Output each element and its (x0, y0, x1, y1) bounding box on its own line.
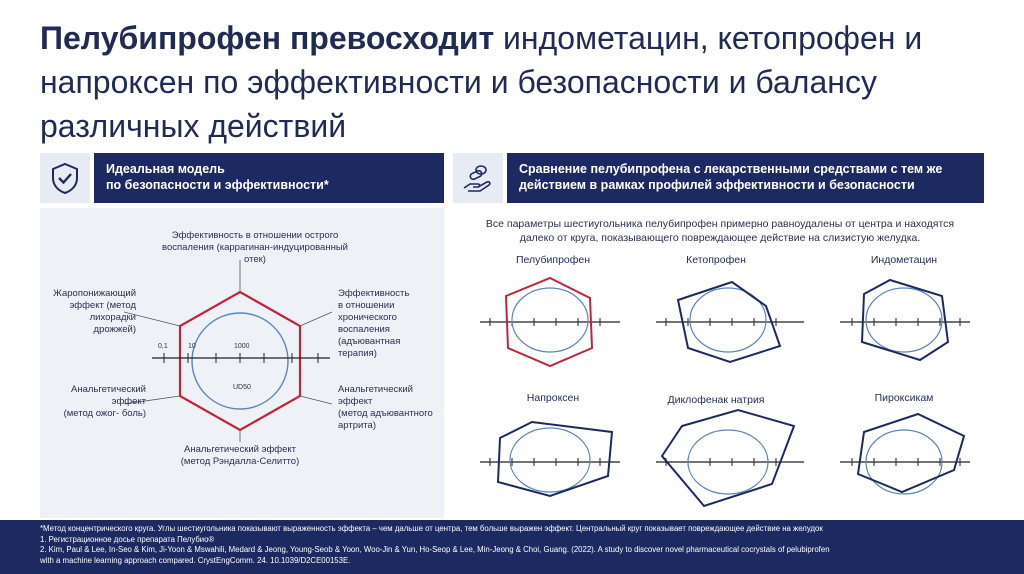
label-analgesic-randall: Анальгетический эффект (метод Рэндалла-Селитто) (180, 444, 300, 467)
label-chronic-inflammation: Эффективность в отношении хронического воспаления (адъювантная терапия) (338, 288, 410, 359)
title-rest: индометацин, кетопрофен и напроксен по эффективности и безопасности и балансу различных действий (40, 20, 923, 144)
label-analgesic-arthritis: Анальгетический эффект (метод адъювантного артрита) (338, 384, 433, 431)
shield-check-icon (40, 153, 90, 203)
diagram-diclofenac (656, 410, 804, 506)
page-title (40, 16, 1000, 148)
axis-center-label: UD50 (233, 384, 251, 391)
label-antipyretic: Жаропонижающий эффект (метод лихорадки дрожжей) (53, 288, 136, 335)
footer-line: with a machine learning approach compared. CrystEngComm. 24. 10.1039/D2CE00153E. (40, 555, 351, 565)
title-bold: Пелубипрофен превосходит (40, 20, 495, 56)
diagram-pelubiprofen (480, 278, 620, 366)
footer-references (0, 520, 1024, 574)
ideal-model-diagram (40, 208, 444, 518)
drug-comparison-diagrams (470, 270, 980, 520)
drug-label-indometacin: Индометацин (870, 254, 938, 266)
diagram-ketoprofen (656, 282, 804, 362)
left-panel-title (94, 153, 444, 203)
label-acute-inflammation: Эффективность в отношении острого воспаления (каррагинан-индуцированный отек) (162, 230, 348, 265)
hand-pills-icon (453, 153, 503, 203)
right-header-line-1: Сравнение пелубипрофена с лекарственными средствами с тем же (519, 162, 943, 176)
diagram-indometacin (840, 280, 970, 360)
drug-label-piroxicam: Пироксикам (874, 392, 934, 404)
axis-tick-label-2: 10 (188, 343, 196, 350)
drug-label-pelubiprofen: Пелубипрофен (515, 254, 591, 266)
drug-label-diclofenac: Диклофенак натрия (667, 394, 765, 406)
label-analgesic-burn: Анальгетический эффект (метод ожог- боль) (63, 384, 146, 419)
drug-label-naproxen: Напроксен (526, 392, 580, 404)
right-header-line-2: действием в рамках профилей эффективности и безопасности (519, 178, 915, 192)
footer-line: 1. Регистрационное досье препарата Пелубио® (40, 534, 215, 544)
drug-label-ketoprofen: Кетопрофен (686, 254, 746, 266)
diagram-piroxicam (840, 414, 970, 494)
footer-line: 2. Kim, Paul & Lee, In-Seo & Kim, Ji-Yoon & Mswahili, Medard & Jeong, Young-Seob & Yoon, Woo-Jin & Yun, Ho-Seop & Lee, Min-Jeong & Choi, Guang. (2022). A study to discover novel pharmaceutical cocrystals of pelubiprofen (40, 545, 830, 554)
left-panel-header (40, 153, 444, 203)
axis-tick-label-1: 0,1 (158, 343, 168, 350)
leader-line-bottom-right (300, 396, 332, 404)
diagram-naproxen (480, 422, 620, 496)
left-header-line-1: Идеальная модель (106, 162, 225, 176)
right-panel-header (453, 153, 984, 203)
comparison-note: Все параметры шестиугольника пелубипрофен примерно равноудалены от центра и находятся далеко от круга, показывающего повреждающее действие на слизистую желудка. (485, 218, 955, 244)
axis-tick-label-3: 1000 (234, 343, 250, 350)
footer-line: *Метод концентрического круга. Углы шестиугольника показывают выраженность эффекта – чем дальше от центра, тем больше выражен эффект. Центральный круг показывает повреждающее действие на желудок (40, 524, 823, 533)
right-panel-title (507, 153, 984, 203)
leader-line-top-right (300, 312, 332, 326)
left-header-line-2: по безопасности и эффективности* (106, 178, 329, 192)
